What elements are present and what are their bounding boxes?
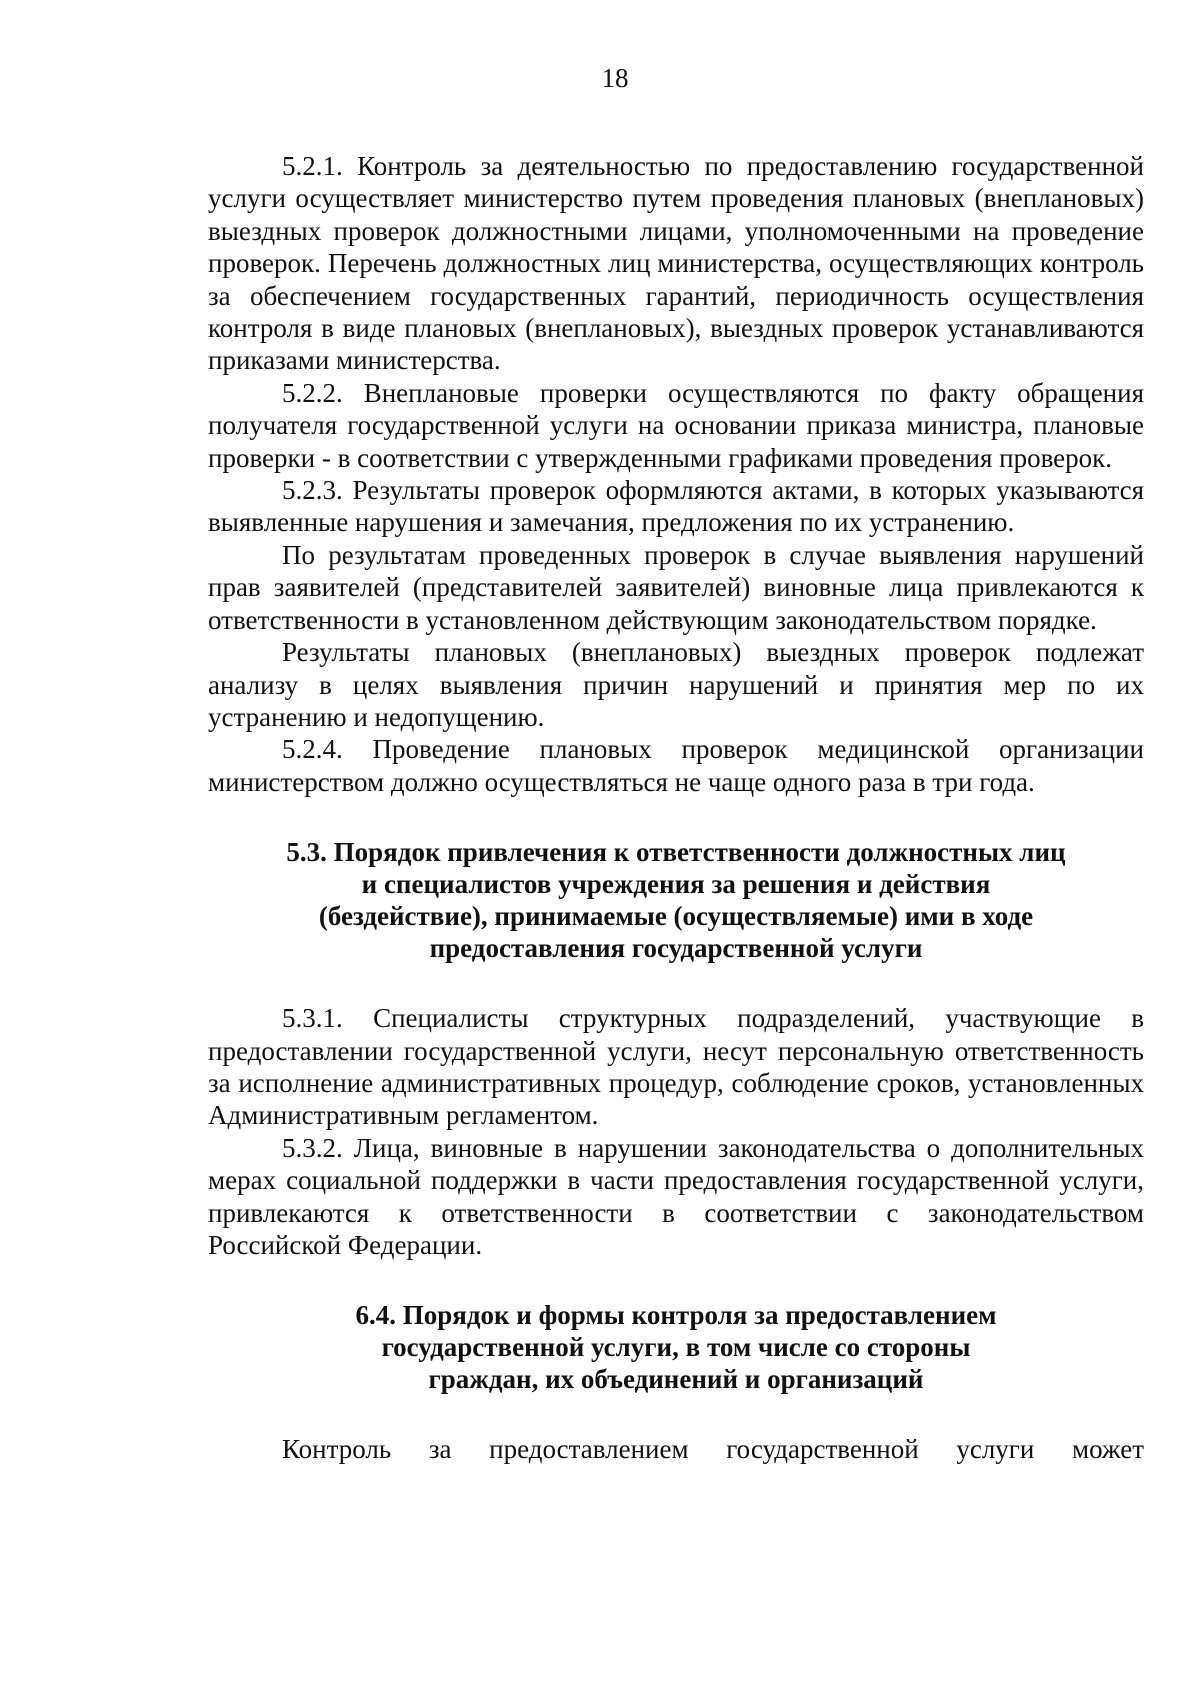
paragraph-5-3-1: 5.3.1. Специалисты структурных подразделений, участвующие в предоставлении государственной услуги, несут персональную ответственность за исполнение административных процедур, соблюдение сроков, установленных Административным регламентом. [208,1003,1144,1131]
heading-line: (бездействие), принимаемые (осуществляемые) ими в ходе [318,901,1034,932]
paragraph-inspection-results-analysis: Результаты плановых (внеплановых) выездных проверок подлежат анализу в целях выявления причин нарушений и принятия мер по их устранению и недопущению. [208,637,1144,732]
paragraph-control-intro: Контроль за предоставлением государственной услуги может [282,1434,1144,1465]
heading-line: 6.4. Порядок и формы контроля за предоставлением [355,1300,997,1331]
heading-line: граждан, их объединений и организаций [428,1364,924,1395]
paragraph-5-2-3: 5.2.3. Результаты проверок оформляются актами, в которых указываются выявленные нарушения и замечания, предложения по их устранению. [208,475,1144,538]
page-number: 18 [601,63,629,93]
heading-line: и специалистов учреждения за решения и действия [361,869,991,900]
heading-line: государственной услуги, в том числе со стороны [381,1332,971,1363]
document-body [208,150,1144,1466]
section-heading-6-4 [208,1299,1144,1395]
heading-line: 5.3. Порядок привлечения к ответственности должностных лиц [286,837,1066,868]
heading-line: предоставления государственной услуги [429,933,923,964]
paragraph-5-2-4: 5.2.4. Проведение плановых проверок медицинской организации министерством должно осуществляться не чаще одного раза в три года. [208,734,1144,797]
paragraph-5-2-2: 5.2.2. Внеплановые проверки осуществляются по факту обращения получателя государственной услуги на основании приказа министра, плановые проверки - в соответствии с утвержденными графиками проведения проверок. [208,377,1144,473]
paragraph-5-3-2: 5.3.2. Лица, виновные в нарушении законодательства о дополнительных мерах социальной поддержки в части предоставления государственной услуги, привлекаются к ответственности в соответствии с законодательством Российской Федерации. [208,1132,1144,1260]
section-heading-5-3 [208,836,1144,964]
paragraph-5-2-1: 5.2.1. Контроль за деятельностью по предоставлению государственной услуги осуществляет министерство путем проведения плановых (внеплановых) выездных проверок должностными лицами, уполномоченными на проведение проверок. Перечень должностных лиц министерства, осуществляющих контроль за обеспечением государственных гарантий, периодичность осуществления контроля в виде плановых (внеплановых), выездных проверок устанавливаются приказами министерства. [208,151,1144,376]
paragraph-violations-liability: По результатам проведенных проверок в случае выявления нарушений прав заявителей (представителей заявителей) виновные лица привлекаются к ответственности в установленном действующим законодательством порядке. [208,539,1144,635]
